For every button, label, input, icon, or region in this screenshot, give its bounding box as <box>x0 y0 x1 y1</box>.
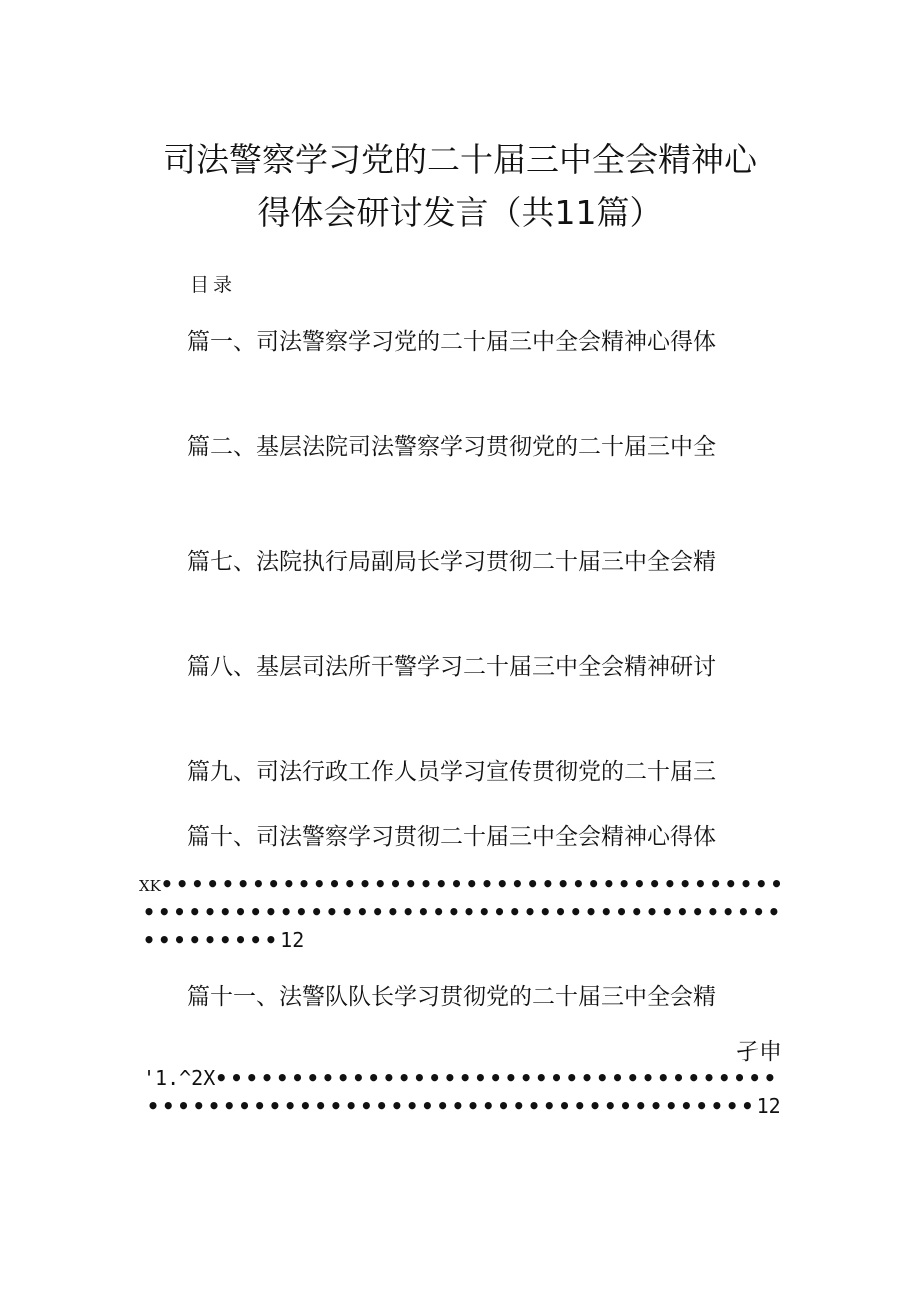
toc-page-number: 12 <box>756 1094 781 1118</box>
leader-prefix: XK <box>139 877 161 895</box>
toc-item-9[interactable]: 篇九、司法行政工作人员学习宣传贯彻党的二十届三 <box>187 759 716 785</box>
leader-dots: ••••••••• <box>143 928 281 952</box>
document-title-line-1: 司法警察学习党的二十届三中全会精神心 <box>163 140 757 179</box>
leader-dots: ••••••••••••••••••••••••••••••••••••••••• <box>160 872 786 896</box>
leader-dots: •••••••••••••••••••••••••••••••••••••••• <box>147 1094 757 1118</box>
leader-dots: •••••••••••••••••••••••••••••••••••••••••• <box>143 900 784 924</box>
toc-heading: 目录 <box>190 274 237 296</box>
toc-page-number: 12 <box>280 928 305 952</box>
toc-item-1[interactable]: 篇一、司法警察学习党的二十届三中全会精神心得体 <box>187 329 716 355</box>
toc-item-2[interactable]: 篇二、基层法院司法警察学习贯彻党的二十届三中全 <box>187 434 716 460</box>
toc-leader-line <box>147 1094 781 1118</box>
document-title-line-2: 得体会研讨发言（共11篇） <box>257 193 663 232</box>
toc-item-8[interactable]: 篇八、基层司法所干警学习二十届三中全会精神研讨 <box>187 654 716 680</box>
toc-item-11[interactable]: 篇十一、法警队队长学习贯彻党的二十届三中全会精 <box>187 984 716 1010</box>
leader-prefix: '1.^2X <box>143 1066 216 1090</box>
toc-leader-line <box>143 1066 779 1090</box>
toc-leader-line <box>143 900 783 924</box>
toc-item-7[interactable]: 篇七、法院执行局副局长学习贯彻二十届三中全会精 <box>187 549 716 575</box>
toc-leader-line <box>139 872 786 896</box>
leader-dots: ••••••••••••••••••••••••••••••••••••• <box>215 1066 780 1090</box>
toc-item-10[interactable]: 篇十、司法警察学习贯彻二十届三中全会精神心得体 <box>187 824 716 850</box>
stray-text: 孑申 <box>736 1039 782 1065</box>
toc-leader-line <box>143 928 304 952</box>
